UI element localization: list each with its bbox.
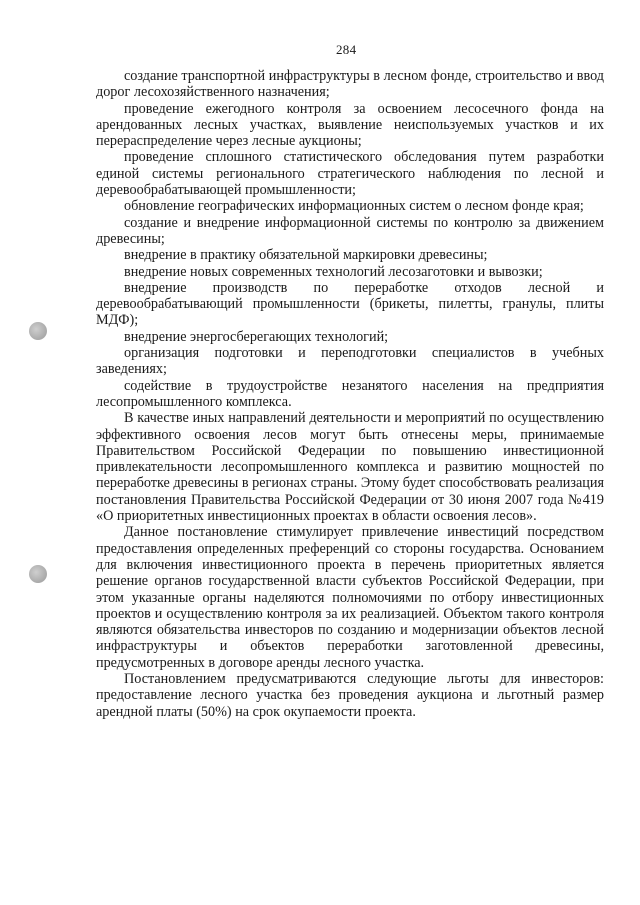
punch-hole-icon [29,565,47,583]
paragraph: внедрение новых современных технологий лесозаготовки и вывозки; [124,263,543,280]
body-text [96,68,604,720]
paragraph: организация подготовки и переподготовки специалистов в учебных заведениях; [96,345,604,378]
paragraph: внедрение производств по переработке отходов лесной и деревообрабатывающий промышленности (брикеты, пилетты, гранулы, плиты МДФ); [96,279,604,329]
paragraph: Постановлением предусматриваются следующие льготы для инвесторов: предоставление лесного участка без проведения аукциона и льготный размер арендной платы (50%) на срок окупаемости проекта. [96,670,604,720]
paragraph: обновление географических информационных систем о лесном фонде края; [124,198,584,215]
paragraph: содействие в трудоустройстве незанятого населения на предприятия лесопромышленного комплекса. [96,377,604,410]
paragraph: внедрение энергосберегающих технологий; [124,328,389,345]
paragraph: проведение ежегодного контроля за освоением лесосечного фонда на арендованных лесных участках, выявление неиспользуемых участков и их перераспределение через лесные аукционы; [96,100,604,150]
paragraph: создание транспортной инфраструктуры в лесном фонде, строительство и ввод дорог лесохозяйственного назначения; [96,68,604,101]
page-number: 284 [336,42,357,57]
paragraph: внедрение в практику обязательной маркировки древесины; [124,247,488,264]
punch-hole-icon [29,322,47,340]
paragraph: проведение сплошного статистического обследования путем разработки единой системы регионального стратегического наблюдения по лесной и деревообрабатывающей промышленности; [96,149,604,199]
paragraph: В качестве иных направлений деятельности и мероприятий по осуществлению эффективного освоения лесов могут быть отнесены меры, принимаемые Правительством Российской Федерации по повышению инвестиционной привлекательности лесопромышленного комплекса и развитию мощностей по переработке древесины в регионах страны. Этому будет способствовать реализация постановления Правительства Российской Федерации от 30 июня 2007 года №419 «О приоритетных инвестиционных проектах в области освоения лесов». [96,410,604,525]
paragraph: создание и внедрение информационной системы по контролю за движением древесины; [96,214,604,247]
paragraph: Данное постановление стимулирует привлечение инвестиций посредством предоставления определенных преференций со стороны государства. Основанием для включения инвестиционного проекта в перечень приоритетных является решение органов государственной власти субъектов Российской Федерации, при этом указанные органы наделяются полномочиями по отбору инвестиционных проектов и осуществлению контроля за их реализацией. Объектом такого контроля являются обязательства инвесторов по созданию и модернизации объектов лесной инфраструктуры и объектов переработки заготовленной древесины, предусмотренных в договоре аренды лесного участка. [96,524,604,671]
